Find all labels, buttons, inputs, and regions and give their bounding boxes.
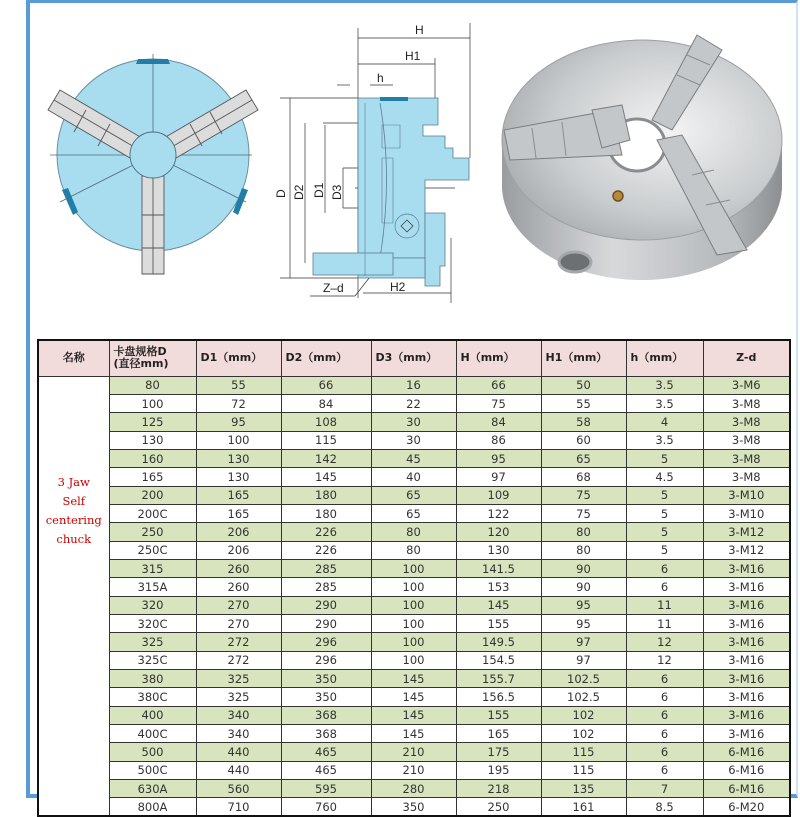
table-cell: 595 — [281, 780, 371, 798]
table-row — [38, 449, 790, 467]
table-cell: 5 — [626, 504, 703, 522]
label-D2: D2 — [292, 184, 306, 200]
table-cell: 125 — [109, 413, 196, 431]
table-cell: 340 — [196, 725, 281, 743]
table-cell: 3-M8 — [703, 431, 790, 449]
header-d1: D1（mm） — [196, 340, 281, 376]
table-cell: 3.5 — [626, 376, 703, 394]
table-header-row — [38, 340, 790, 376]
table-body — [38, 376, 790, 816]
table-cell: 50 — [541, 376, 626, 394]
table-cell: 8.5 — [626, 798, 703, 816]
table-cell: 100 — [109, 394, 196, 412]
table-cell: 145 — [371, 706, 456, 724]
table-cell: 5 — [626, 449, 703, 467]
table-cell: 22 — [371, 394, 456, 412]
table-cell: 3-M16 — [703, 651, 790, 669]
table-cell: 145 — [456, 596, 541, 614]
table-cell: 270 — [196, 596, 281, 614]
table-cell: 180 — [281, 504, 371, 522]
table-cell: 3-M16 — [703, 706, 790, 724]
table-row — [38, 743, 790, 761]
header-h1: H1（mm） — [541, 340, 626, 376]
table-cell: 165 — [196, 504, 281, 522]
table-row — [38, 633, 790, 651]
table-cell: 285 — [281, 578, 371, 596]
table-cell: 102.5 — [541, 670, 626, 688]
header-z-d: Z-d — [703, 340, 790, 376]
table-cell: 80 — [371, 523, 456, 541]
table-cell: 80 — [541, 541, 626, 559]
table-row — [38, 504, 790, 522]
table-cell: 500C — [109, 761, 196, 779]
table-cell: 75 — [456, 394, 541, 412]
table-cell: 325 — [196, 670, 281, 688]
table-cell: 3-M8 — [703, 449, 790, 467]
product-name-cell — [38, 376, 109, 816]
table-cell: 97 — [541, 633, 626, 651]
table-cell: 3-M16 — [703, 614, 790, 632]
table-cell: 290 — [281, 614, 371, 632]
table-cell: 210 — [371, 761, 456, 779]
table-cell: 175 — [456, 743, 541, 761]
header-h: H（mm） — [456, 340, 541, 376]
table-cell: 6-M20 — [703, 798, 790, 816]
table-cell: 72 — [196, 394, 281, 412]
table-cell: 145 — [281, 468, 371, 486]
table-cell: 760 — [281, 798, 371, 816]
table-cell: 226 — [281, 523, 371, 541]
table-cell: 97 — [456, 468, 541, 486]
table-cell: 65 — [541, 449, 626, 467]
table-cell: 315A — [109, 578, 196, 596]
table-cell: 210 — [371, 743, 456, 761]
table-cell: 142 — [281, 449, 371, 467]
table-cell: 3-M8 — [703, 394, 790, 412]
label-h: h — [377, 71, 384, 85]
table-cell: 272 — [196, 651, 281, 669]
table-row — [38, 486, 790, 504]
table-cell: 4 — [626, 413, 703, 431]
table-cell: 3-M16 — [703, 725, 790, 743]
product-name-line: 3 Jaw — [57, 474, 90, 489]
chuck-side-view-diagram — [255, 8, 485, 303]
chuck-product-photo — [492, 10, 792, 300]
table-cell: 206 — [196, 523, 281, 541]
table-cell: 95 — [541, 596, 626, 614]
table-cell: 90 — [541, 578, 626, 596]
table-cell: 161 — [541, 798, 626, 816]
table-cell: 325 — [109, 633, 196, 651]
label-H1: H1 — [405, 49, 421, 63]
table-cell: 115 — [541, 743, 626, 761]
table-row — [38, 376, 790, 394]
table-cell: 6 — [626, 761, 703, 779]
table-row — [38, 596, 790, 614]
table-cell: 3-M12 — [703, 523, 790, 541]
table-cell: 45 — [371, 449, 456, 467]
table-cell: 3-M16 — [703, 559, 790, 577]
product-name-line: chuck — [56, 531, 92, 546]
table-cell: 65 — [371, 504, 456, 522]
table-cell: 3-M16 — [703, 633, 790, 651]
table-cell: 100 — [371, 651, 456, 669]
table-cell: 325 — [196, 688, 281, 706]
table-cell: 180 — [281, 486, 371, 504]
table-cell: 102 — [541, 725, 626, 743]
table-cell: 218 — [456, 780, 541, 798]
product-name-label — [39, 473, 109, 549]
table-row — [38, 725, 790, 743]
table-cell: 65 — [371, 486, 456, 504]
table-cell: 4.5 — [626, 468, 703, 486]
table-cell: 3-M16 — [703, 596, 790, 614]
table-cell: 3-M10 — [703, 504, 790, 522]
header-d3: D3（mm） — [371, 340, 456, 376]
table-cell: 100 — [371, 596, 456, 614]
table-cell: 165 — [456, 725, 541, 743]
table-cell: 560 — [196, 780, 281, 798]
table-cell: 350 — [281, 670, 371, 688]
table-cell: 130 — [196, 468, 281, 486]
table-cell: 95 — [541, 614, 626, 632]
table-cell: 141.5 — [456, 559, 541, 577]
table-cell: 6 — [626, 578, 703, 596]
table-cell: 200 — [109, 486, 196, 504]
table-cell: 130 — [196, 449, 281, 467]
table-cell: 260 — [196, 578, 281, 596]
table-cell: 270 — [196, 614, 281, 632]
table-cell: 68 — [541, 468, 626, 486]
header-chuck-size-line2: (直径mm) — [113, 357, 169, 371]
table-cell: 153 — [456, 578, 541, 596]
table-cell: 340 — [196, 706, 281, 724]
table-cell: 710 — [196, 798, 281, 816]
table-row — [38, 578, 790, 596]
table-cell: 12 — [626, 651, 703, 669]
table-cell: 350 — [281, 688, 371, 706]
table-cell: 325C — [109, 651, 196, 669]
table-cell: 400C — [109, 725, 196, 743]
table-row — [38, 468, 790, 486]
table-cell: 156.5 — [456, 688, 541, 706]
table-cell: 6 — [626, 670, 703, 688]
table-cell: 100 — [371, 559, 456, 577]
table-cell: 3-M6 — [703, 376, 790, 394]
table-cell: 368 — [281, 706, 371, 724]
table-cell: 75 — [541, 486, 626, 504]
table-cell: 11 — [626, 614, 703, 632]
table-cell: 145 — [371, 725, 456, 743]
table-cell: 115 — [541, 761, 626, 779]
table-cell: 6 — [626, 559, 703, 577]
table-cell: 3-M10 — [703, 486, 790, 504]
table-cell: 3-M16 — [703, 670, 790, 688]
table-cell: 3.5 — [626, 394, 703, 412]
table-cell: 100 — [196, 431, 281, 449]
table-cell: 3-M12 — [703, 541, 790, 559]
table-cell: 250 — [456, 798, 541, 816]
table-cell: 160 — [109, 449, 196, 467]
table-cell: 6-M16 — [703, 780, 790, 798]
table-cell: 100 — [371, 578, 456, 596]
table-cell: 315 — [109, 559, 196, 577]
table-cell: 155 — [456, 706, 541, 724]
table-cell: 155 — [456, 614, 541, 632]
table-cell: 155.7 — [456, 670, 541, 688]
table-row — [38, 523, 790, 541]
label-Z-d: Z–d — [323, 281, 344, 295]
table-cell: 55 — [541, 394, 626, 412]
table-cell: 154.5 — [456, 651, 541, 669]
table-cell: 290 — [281, 596, 371, 614]
table-cell: 165 — [196, 486, 281, 504]
table-cell: 465 — [281, 743, 371, 761]
table-cell: 130 — [109, 431, 196, 449]
table-cell: 11 — [626, 596, 703, 614]
chuck-spec-table — [37, 339, 791, 817]
header-d2: D2（mm） — [281, 340, 371, 376]
table-cell: 350 — [371, 798, 456, 816]
table-cell: 226 — [281, 541, 371, 559]
table-cell: 260 — [196, 559, 281, 577]
table-cell: 122 — [456, 504, 541, 522]
table-row — [38, 541, 790, 559]
product-name-line: centering — [45, 512, 102, 527]
table-cell: 6-M16 — [703, 761, 790, 779]
table-cell: 12 — [626, 633, 703, 651]
chuck-front-view-diagram — [40, 50, 260, 280]
table-cell: 102.5 — [541, 688, 626, 706]
table-cell: 6 — [626, 743, 703, 761]
table-cell: 400 — [109, 706, 196, 724]
table-cell: 500 — [109, 743, 196, 761]
table-row — [38, 798, 790, 816]
table-cell: 75 — [541, 504, 626, 522]
table-cell: 285 — [281, 559, 371, 577]
header-chuck-size-line1: 卡盘规格D — [113, 344, 167, 358]
table-cell: 130 — [456, 541, 541, 559]
table-cell: 195 — [456, 761, 541, 779]
table-cell: 380 — [109, 670, 196, 688]
table-cell: 250C — [109, 541, 196, 559]
table-cell: 380C — [109, 688, 196, 706]
table-cell: 80 — [371, 541, 456, 559]
table-cell: 58 — [541, 413, 626, 431]
table-row — [38, 706, 790, 724]
table-cell: 145 — [371, 670, 456, 688]
table-cell: 6 — [626, 725, 703, 743]
table-cell: 95 — [456, 449, 541, 467]
table-cell: 30 — [371, 413, 456, 431]
label-D3: D3 — [330, 184, 344, 200]
table-cell: 6 — [626, 688, 703, 706]
table-cell: 109 — [456, 486, 541, 504]
label-H: H — [415, 23, 424, 37]
table-cell: 3-M16 — [703, 578, 790, 596]
table-row — [38, 614, 790, 632]
header-chuck-size — [109, 340, 196, 376]
table-cell: 200C — [109, 504, 196, 522]
table-cell: 95 — [196, 413, 281, 431]
table-row — [38, 413, 790, 431]
table-cell: 250 — [109, 523, 196, 541]
header-h-small: h（mm） — [626, 340, 703, 376]
table-cell: 630A — [109, 780, 196, 798]
table-cell: 100 — [371, 614, 456, 632]
table-cell: 206 — [196, 541, 281, 559]
header-name: 名称 — [38, 340, 109, 376]
table-cell: 6 — [626, 706, 703, 724]
table-cell: 3.5 — [626, 431, 703, 449]
table-cell: 90 — [541, 559, 626, 577]
table-cell: 5 — [626, 486, 703, 504]
table-cell: 16 — [371, 376, 456, 394]
table-cell: 60 — [541, 431, 626, 449]
table-cell: 40 — [371, 468, 456, 486]
table-row — [38, 394, 790, 412]
table-row — [38, 761, 790, 779]
table-cell: 84 — [281, 394, 371, 412]
table-cell: 6-M16 — [703, 743, 790, 761]
table-cell: 440 — [196, 761, 281, 779]
table-cell: 84 — [456, 413, 541, 431]
table-row — [38, 559, 790, 577]
table-cell: 5 — [626, 541, 703, 559]
table-cell: 440 — [196, 743, 281, 761]
table-cell: 145 — [371, 688, 456, 706]
table-cell: 80 — [109, 376, 196, 394]
table-cell: 80 — [541, 523, 626, 541]
label-D1: D1 — [312, 182, 326, 198]
table-cell: 368 — [281, 725, 371, 743]
label-D: D — [274, 189, 288, 198]
table-cell: 320 — [109, 596, 196, 614]
table-cell: 296 — [281, 633, 371, 651]
table-cell: 66 — [281, 376, 371, 394]
table-cell: 296 — [281, 651, 371, 669]
table-cell: 272 — [196, 633, 281, 651]
table-cell: 135 — [541, 780, 626, 798]
center-bore — [130, 132, 176, 178]
table-row — [38, 670, 790, 688]
table-cell: 86 — [456, 431, 541, 449]
table-cell: 320C — [109, 614, 196, 632]
table-cell: 115 — [281, 431, 371, 449]
table-cell: 97 — [541, 651, 626, 669]
table-cell: 149.5 — [456, 633, 541, 651]
table-cell: 3-M16 — [703, 688, 790, 706]
table-cell: 66 — [456, 376, 541, 394]
table-cell: 800A — [109, 798, 196, 816]
table-cell: 5 — [626, 523, 703, 541]
table-row — [38, 688, 790, 706]
table-cell: 165 — [109, 468, 196, 486]
table-cell: 102 — [541, 706, 626, 724]
table-cell: 108 — [281, 413, 371, 431]
table-cell: 7 — [626, 780, 703, 798]
table-cell: 55 — [196, 376, 281, 394]
table-row — [38, 651, 790, 669]
table-cell: 100 — [371, 633, 456, 651]
table-cell: 3-M8 — [703, 468, 790, 486]
table-cell: 30 — [371, 431, 456, 449]
table-cell: 465 — [281, 761, 371, 779]
table-cell: 3-M8 — [703, 413, 790, 431]
label-H2: H2 — [390, 280, 406, 294]
table-row — [38, 431, 790, 449]
product-name-line: Self — [62, 493, 86, 508]
table-cell: 280 — [371, 780, 456, 798]
table-cell: 120 — [456, 523, 541, 541]
table-row — [38, 780, 790, 798]
